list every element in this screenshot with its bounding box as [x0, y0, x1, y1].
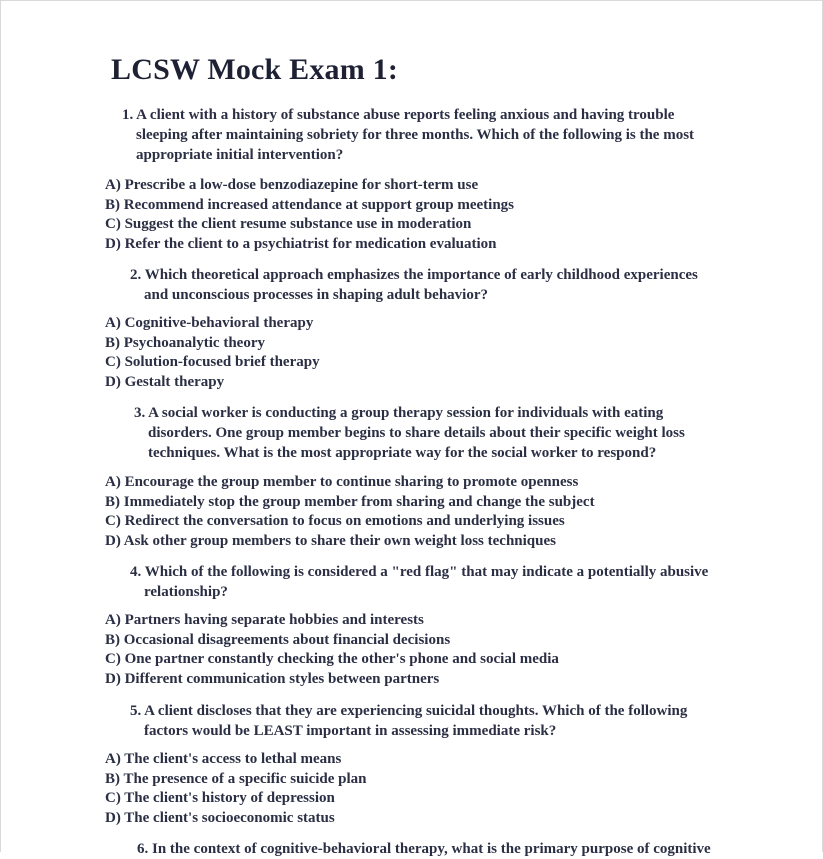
question-text-2: 2. Which theoretical approach emphasizes the importance of early childhood experiences and unconscious processes in shaping adult behavior? [130, 267, 698, 303]
answer-option[interactable]: A) Encourage the group member to continue sharing to promote openness [105, 474, 579, 490]
answer-option[interactable]: A) Prescribe a low-dose benzodiazepine for short-term use [105, 177, 479, 193]
answer-option[interactable]: B) Immediately stop the group member from sharing and change the subject [105, 493, 595, 510]
question-text-1: 1. A client with a history of substance abuse reports feeling anxious and having trouble sleeping after maintaining sobriety for three months. Which of the following is the most appropriate initial intervention? [122, 107, 695, 163]
answer-option[interactable]: D) Different communication styles between partners [105, 670, 440, 687]
answer-option[interactable]: A) Partners having separate hobbies and interests [105, 612, 424, 628]
question-block-1 [1, 105, 821, 165]
page-title: LCSW Mock Exam 1: [111, 53, 399, 86]
answer-option[interactable]: C) The client's history of depression [105, 790, 335, 807]
answer-option[interactable]: A) The client's access to lethal means [105, 751, 342, 767]
answer-option[interactable]: B) Psychoanalytic theory [105, 334, 265, 351]
answer-option[interactable]: B) Occasional disagreements about financial decisions [105, 631, 451, 648]
question-block-5 [1, 701, 821, 741]
answer-list-2 [105, 314, 805, 392]
question-text-6-partial: 6. In the context of cognitive-behavioral therapy, what is the primary purpose of cognitive [137, 841, 711, 857]
answer-list-1 [105, 176, 805, 254]
question-block-4 [1, 562, 821, 602]
answer-list-3 [105, 473, 805, 551]
question-block-3 [1, 403, 821, 463]
answer-option[interactable]: B) The presence of a specific suicide plan [105, 770, 367, 787]
answer-option[interactable]: B) Recommend increased attendance at support group meetings [105, 196, 515, 213]
question-text-4: 4. Which of the following is considered a "red flag" that may indicate a potentially abusive relationship? [130, 564, 709, 600]
question-text-5: 5. A client discloses that they are experiencing suicidal thoughts. Which of the following factors would be LEAST important in assessing immediate risk? [130, 703, 688, 739]
answer-option[interactable]: C) One partner constantly checking the other's phone and social media [105, 651, 559, 668]
answer-option[interactable]: C) Solution-focused brief therapy [105, 354, 320, 371]
answer-option[interactable]: D) Gestalt therapy [105, 373, 225, 390]
answer-option[interactable]: D) Ask other group members to share their own weight loss techniques [105, 532, 556, 549]
answer-option[interactable]: C) Suggest the client resume substance use in moderation [105, 216, 472, 233]
question-block-2 [1, 265, 821, 305]
answer-list-5 [105, 750, 805, 828]
answer-option[interactable]: D) The client's socioeconomic status [105, 809, 335, 826]
answer-option[interactable]: C) Redirect the conversation to focus on emotions and underlying issues [105, 513, 565, 530]
answer-list-4 [105, 611, 805, 689]
answer-option[interactable]: D) Refer the client to a psychiatrist for medication evaluation [105, 235, 497, 252]
question-text-3: 3. A social worker is conducting a group therapy session for individuals with eating disorders. One group member begins to share details about their specific weight loss techniques. What is the most appropriate way for the social worker to respond? [134, 405, 685, 461]
answer-option[interactable]: A) Cognitive-behavioral therapy [105, 315, 314, 331]
